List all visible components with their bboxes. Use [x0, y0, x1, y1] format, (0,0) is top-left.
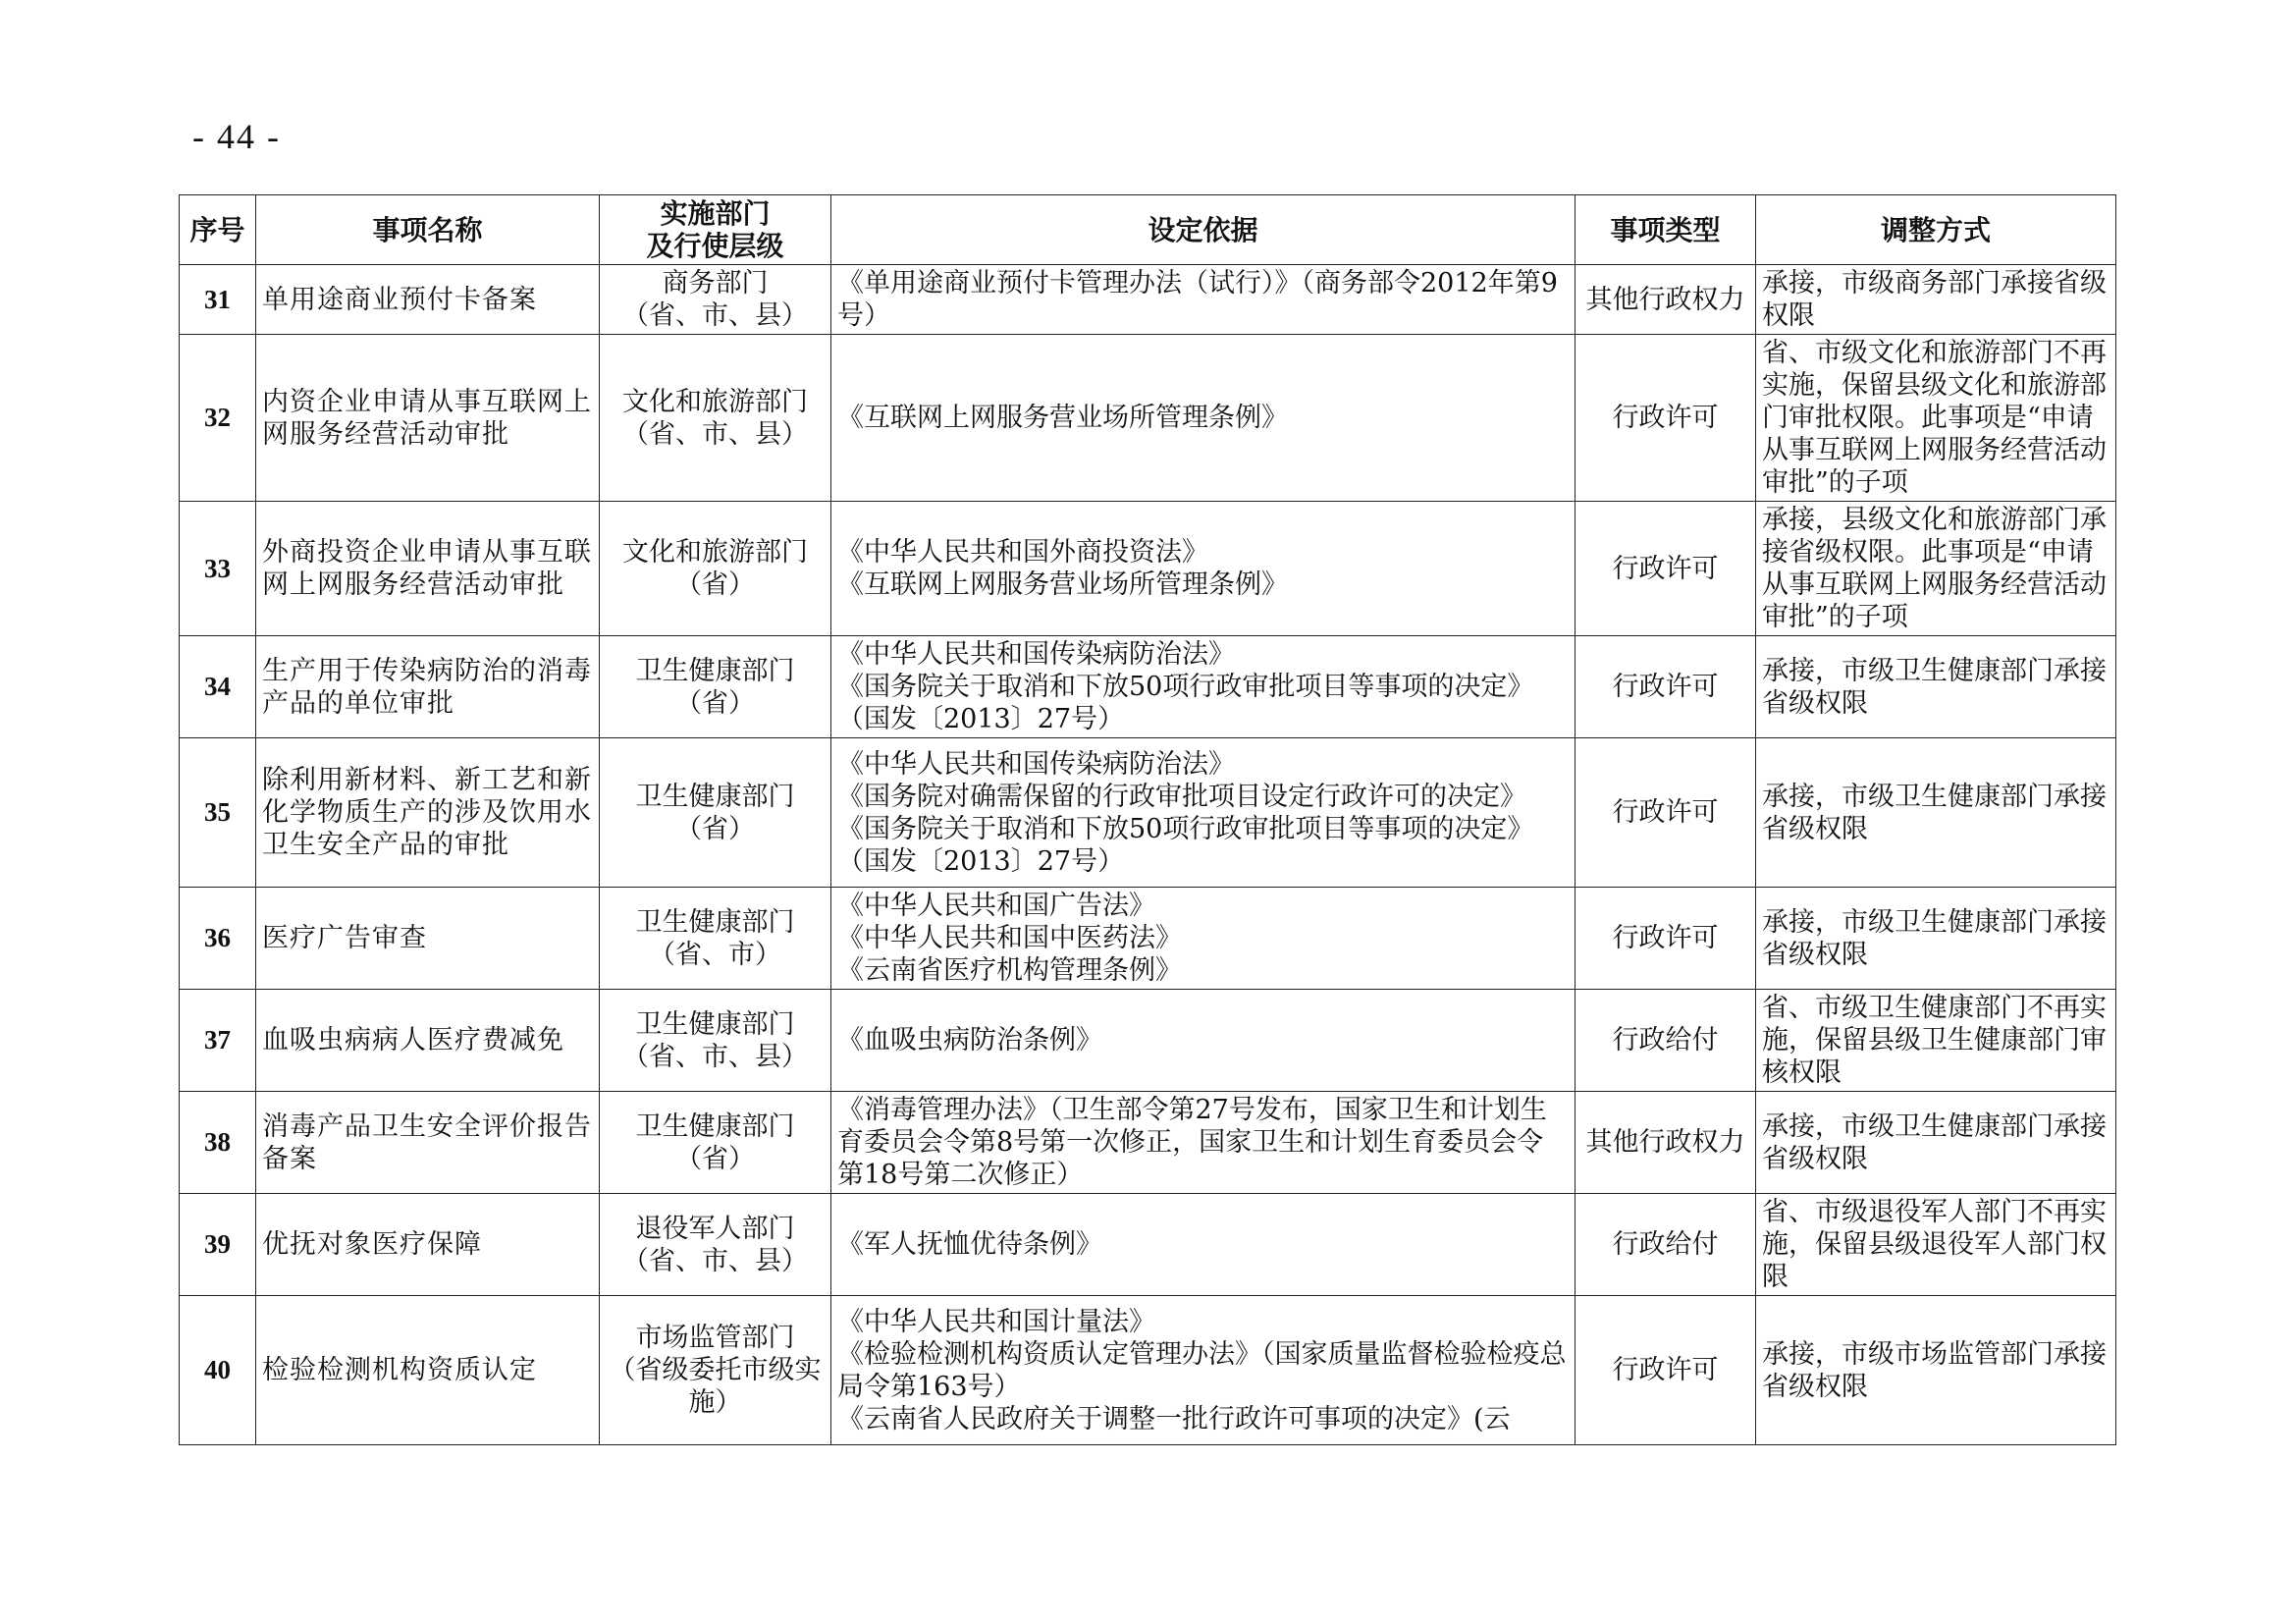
legal-basis-line: 《血吸虫病防治条例》 — [837, 1025, 1102, 1056]
matter-type: 行政许可 — [1575, 502, 1756, 636]
legal-basis — [831, 335, 1575, 502]
department-name: 文化和旅游部门 — [622, 537, 808, 568]
matter-type: 行政给付 — [1575, 990, 1756, 1092]
adjustment-method: 承接，市级卫生健康部门承接省级权限 — [1756, 738, 2116, 888]
legal-basis-line: 《国务院对确需保留的行政审批项目设定行政许可的决定》 — [837, 781, 1526, 812]
row-number: 39 — [180, 1194, 256, 1296]
legal-basis — [831, 1194, 1575, 1296]
legal-basis-line: 《单用途商业预付卡管理办法（试行）》（商务部令2012年第9号） — [837, 268, 1558, 331]
department-level: （省、市、县） — [622, 418, 808, 450]
page-number: - 44 - — [192, 117, 281, 156]
row-number: 38 — [180, 1092, 256, 1194]
implementing-department — [600, 1194, 831, 1296]
implementing-department — [600, 990, 831, 1092]
header-type: 事项类型 — [1575, 195, 1756, 265]
department-name: 卫生健康部门 — [635, 655, 795, 686]
row-number: 35 — [180, 738, 256, 888]
legal-basis — [831, 1092, 1575, 1194]
matter-name: 血吸虫病病人医疗费减免 — [256, 990, 600, 1092]
table-row — [180, 502, 2116, 636]
implementing-department — [600, 265, 831, 335]
table-body — [180, 265, 2116, 1445]
department-level: （省） — [675, 687, 755, 719]
adjustment-method: 承接，市级商务部门承接省级权限 — [1756, 265, 2116, 335]
administrative-matters-table — [179, 194, 2116, 1445]
table-row — [180, 1296, 2116, 1445]
adjustment-method: 承接，县级文化和旅游部门承接省级权限。此事项是“申请从事互联网上网服务经营活动审批”的子项 — [1756, 502, 2116, 636]
implementing-department — [600, 1092, 831, 1194]
legal-basis-line: 《中华人民共和国传染病防治法》 — [837, 639, 1235, 670]
header-dept-line1: 实施部门 — [660, 197, 771, 230]
row-number: 31 — [180, 265, 256, 335]
table-row — [180, 265, 2116, 335]
matter-name: 外商投资企业申请从事互联网上网服务经营活动审批 — [256, 502, 600, 636]
row-number: 34 — [180, 636, 256, 738]
department-name: 退役军人部门 — [635, 1213, 795, 1244]
matter-name: 医疗广告审查 — [256, 888, 600, 990]
adjustment-method: 承接，市级市场监管部门承接省级权限 — [1756, 1296, 2116, 1445]
legal-basis — [831, 636, 1575, 738]
legal-basis — [831, 990, 1575, 1092]
adjustment-method: 承接，市级卫生健康部门承接省级权限 — [1756, 1092, 2116, 1194]
legal-basis-line: 《中华人民共和国广告法》 — [837, 891, 1155, 921]
legal-basis-line: 《中华人民共和国中医药法》 — [837, 923, 1182, 953]
row-number: 33 — [180, 502, 256, 636]
department-level: （省级委托市级实施） — [609, 1355, 822, 1418]
department-name: 卫生健康部门 — [635, 1008, 795, 1040]
matter-name: 除利用新材料、新工艺和新化学物质生产的涉及饮用水卫生安全产品的审批 — [256, 738, 600, 888]
department-level: （省） — [675, 1143, 755, 1174]
table-row — [180, 990, 2116, 1092]
department-name: 商务部门 — [662, 268, 769, 298]
matter-type: 行政许可 — [1575, 636, 1756, 738]
department-name: 卫生健康部门 — [635, 1110, 795, 1142]
legal-basis — [831, 502, 1575, 636]
table-row — [180, 1092, 2116, 1194]
matter-name: 内资企业申请从事互联网上网服务经营活动审批 — [256, 335, 600, 502]
matter-name: 消毒产品卫生安全评价报告备案 — [256, 1092, 600, 1194]
row-number: 40 — [180, 1296, 256, 1445]
matter-type: 行政许可 — [1575, 888, 1756, 990]
legal-basis-line: 《国务院关于取消和下放50项行政审批项目等事项的决定》（国发〔2013〕27号） — [837, 672, 1534, 734]
row-number: 37 — [180, 990, 256, 1092]
matter-type: 其他行政权力 — [1575, 1092, 1756, 1194]
matter-name: 单用途商业预付卡备案 — [256, 265, 600, 335]
department-level: （省、市） — [649, 939, 781, 970]
header-no: 序号 — [180, 195, 256, 265]
legal-basis — [831, 738, 1575, 888]
legal-basis-line: 《检验检测机构资质认定管理办法》（国家质量监督检验检疫总局令第163号） — [837, 1338, 1567, 1402]
legal-basis-line: 《互联网上网服务营业场所管理条例》 — [837, 569, 1288, 600]
table-row — [180, 636, 2116, 738]
department-level: （省） — [675, 813, 755, 844]
department-name: 市场监管部门 — [635, 1323, 795, 1353]
table-row — [180, 335, 2116, 502]
implementing-department — [600, 502, 831, 636]
row-number: 36 — [180, 888, 256, 990]
department-level: （省、市、县） — [622, 1245, 808, 1276]
implementing-department — [600, 335, 831, 502]
department-name: 文化和旅游部门 — [622, 386, 808, 417]
matter-type: 行政许可 — [1575, 335, 1756, 502]
row-number: 32 — [180, 335, 256, 502]
legal-basis-line: 《互联网上网服务营业场所管理条例》 — [837, 403, 1288, 433]
table-row — [180, 738, 2116, 888]
implementing-department — [600, 636, 831, 738]
header-name: 事项名称 — [256, 195, 600, 265]
matter-name: 检验检测机构资质认定 — [256, 1296, 600, 1445]
legal-basis — [831, 888, 1575, 990]
legal-basis-line: 《中华人民共和国传染病防治法》 — [837, 748, 1235, 780]
adjustment-method: 省、市级退役军人部门不再实施，保留县级退役军人部门权限 — [1756, 1194, 2116, 1296]
adjustment-method: 承接，市级卫生健康部门承接省级权限 — [1756, 888, 2116, 990]
legal-basis-line: 《中华人民共和国计量法》 — [837, 1306, 1155, 1337]
matter-name: 生产用于传染病防治的消毒产品的单位审批 — [256, 636, 600, 738]
legal-basis-line: 《军人抚恤优待条例》 — [837, 1229, 1102, 1260]
implementing-department — [600, 1296, 831, 1445]
legal-basis-line: 《云南省医疗机构管理条例》 — [837, 955, 1182, 986]
legal-basis — [831, 265, 1575, 335]
table-row — [180, 1194, 2116, 1296]
legal-basis-line: 《国务院关于取消和下放50项行政审批项目等事项的决定》（国发〔2013〕27号） — [837, 813, 1534, 877]
header-dept — [600, 195, 831, 265]
matter-type: 行政许可 — [1575, 738, 1756, 888]
table-header-row — [180, 195, 2116, 265]
header-dept-line2: 及行使层级 — [646, 230, 784, 262]
department-level: （省） — [675, 569, 755, 600]
matter-type: 其他行政权力 — [1575, 265, 1756, 335]
legal-basis-line: 《消毒管理办法》（卫生部令第27号发布，国家卫生和计划生育委员会令第8号第一次修正，国家卫生和计划生育委员会令第18号第二次修正） — [837, 1095, 1547, 1190]
department-level: （省、市、县） — [622, 300, 808, 331]
legal-basis — [831, 1296, 1575, 1445]
matter-type: 行政许可 — [1575, 1296, 1756, 1445]
adjustment-method: 省、市级卫生健康部门不再实施，保留县级卫生健康部门审核权限 — [1756, 990, 2116, 1092]
implementing-department — [600, 738, 831, 888]
header-basis: 设定依据 — [831, 195, 1575, 265]
adjustment-method: 省、市级文化和旅游部门不再实施，保留县级文化和旅游部门审批权限。此事项是“申请从事互联网上网服务经营活动审批”的子项 — [1756, 335, 2116, 502]
department-level: （省、市、县） — [622, 1041, 808, 1072]
matter-type: 行政给付 — [1575, 1194, 1756, 1296]
implementing-department — [600, 888, 831, 990]
department-name: 卫生健康部门 — [635, 781, 795, 812]
adjustment-method: 承接，市级卫生健康部门承接省级权限 — [1756, 636, 2116, 738]
table-row — [180, 888, 2116, 990]
matter-name: 优抚对象医疗保障 — [256, 1194, 600, 1296]
legal-basis-line: 《云南省人民政府关于调整一批行政许可事项的决定》(云 — [837, 1403, 1511, 1435]
legal-basis-line: 《中华人民共和国外商投资法》 — [837, 537, 1208, 568]
department-name: 卫生健康部门 — [635, 906, 795, 938]
header-adjust: 调整方式 — [1756, 195, 2116, 265]
